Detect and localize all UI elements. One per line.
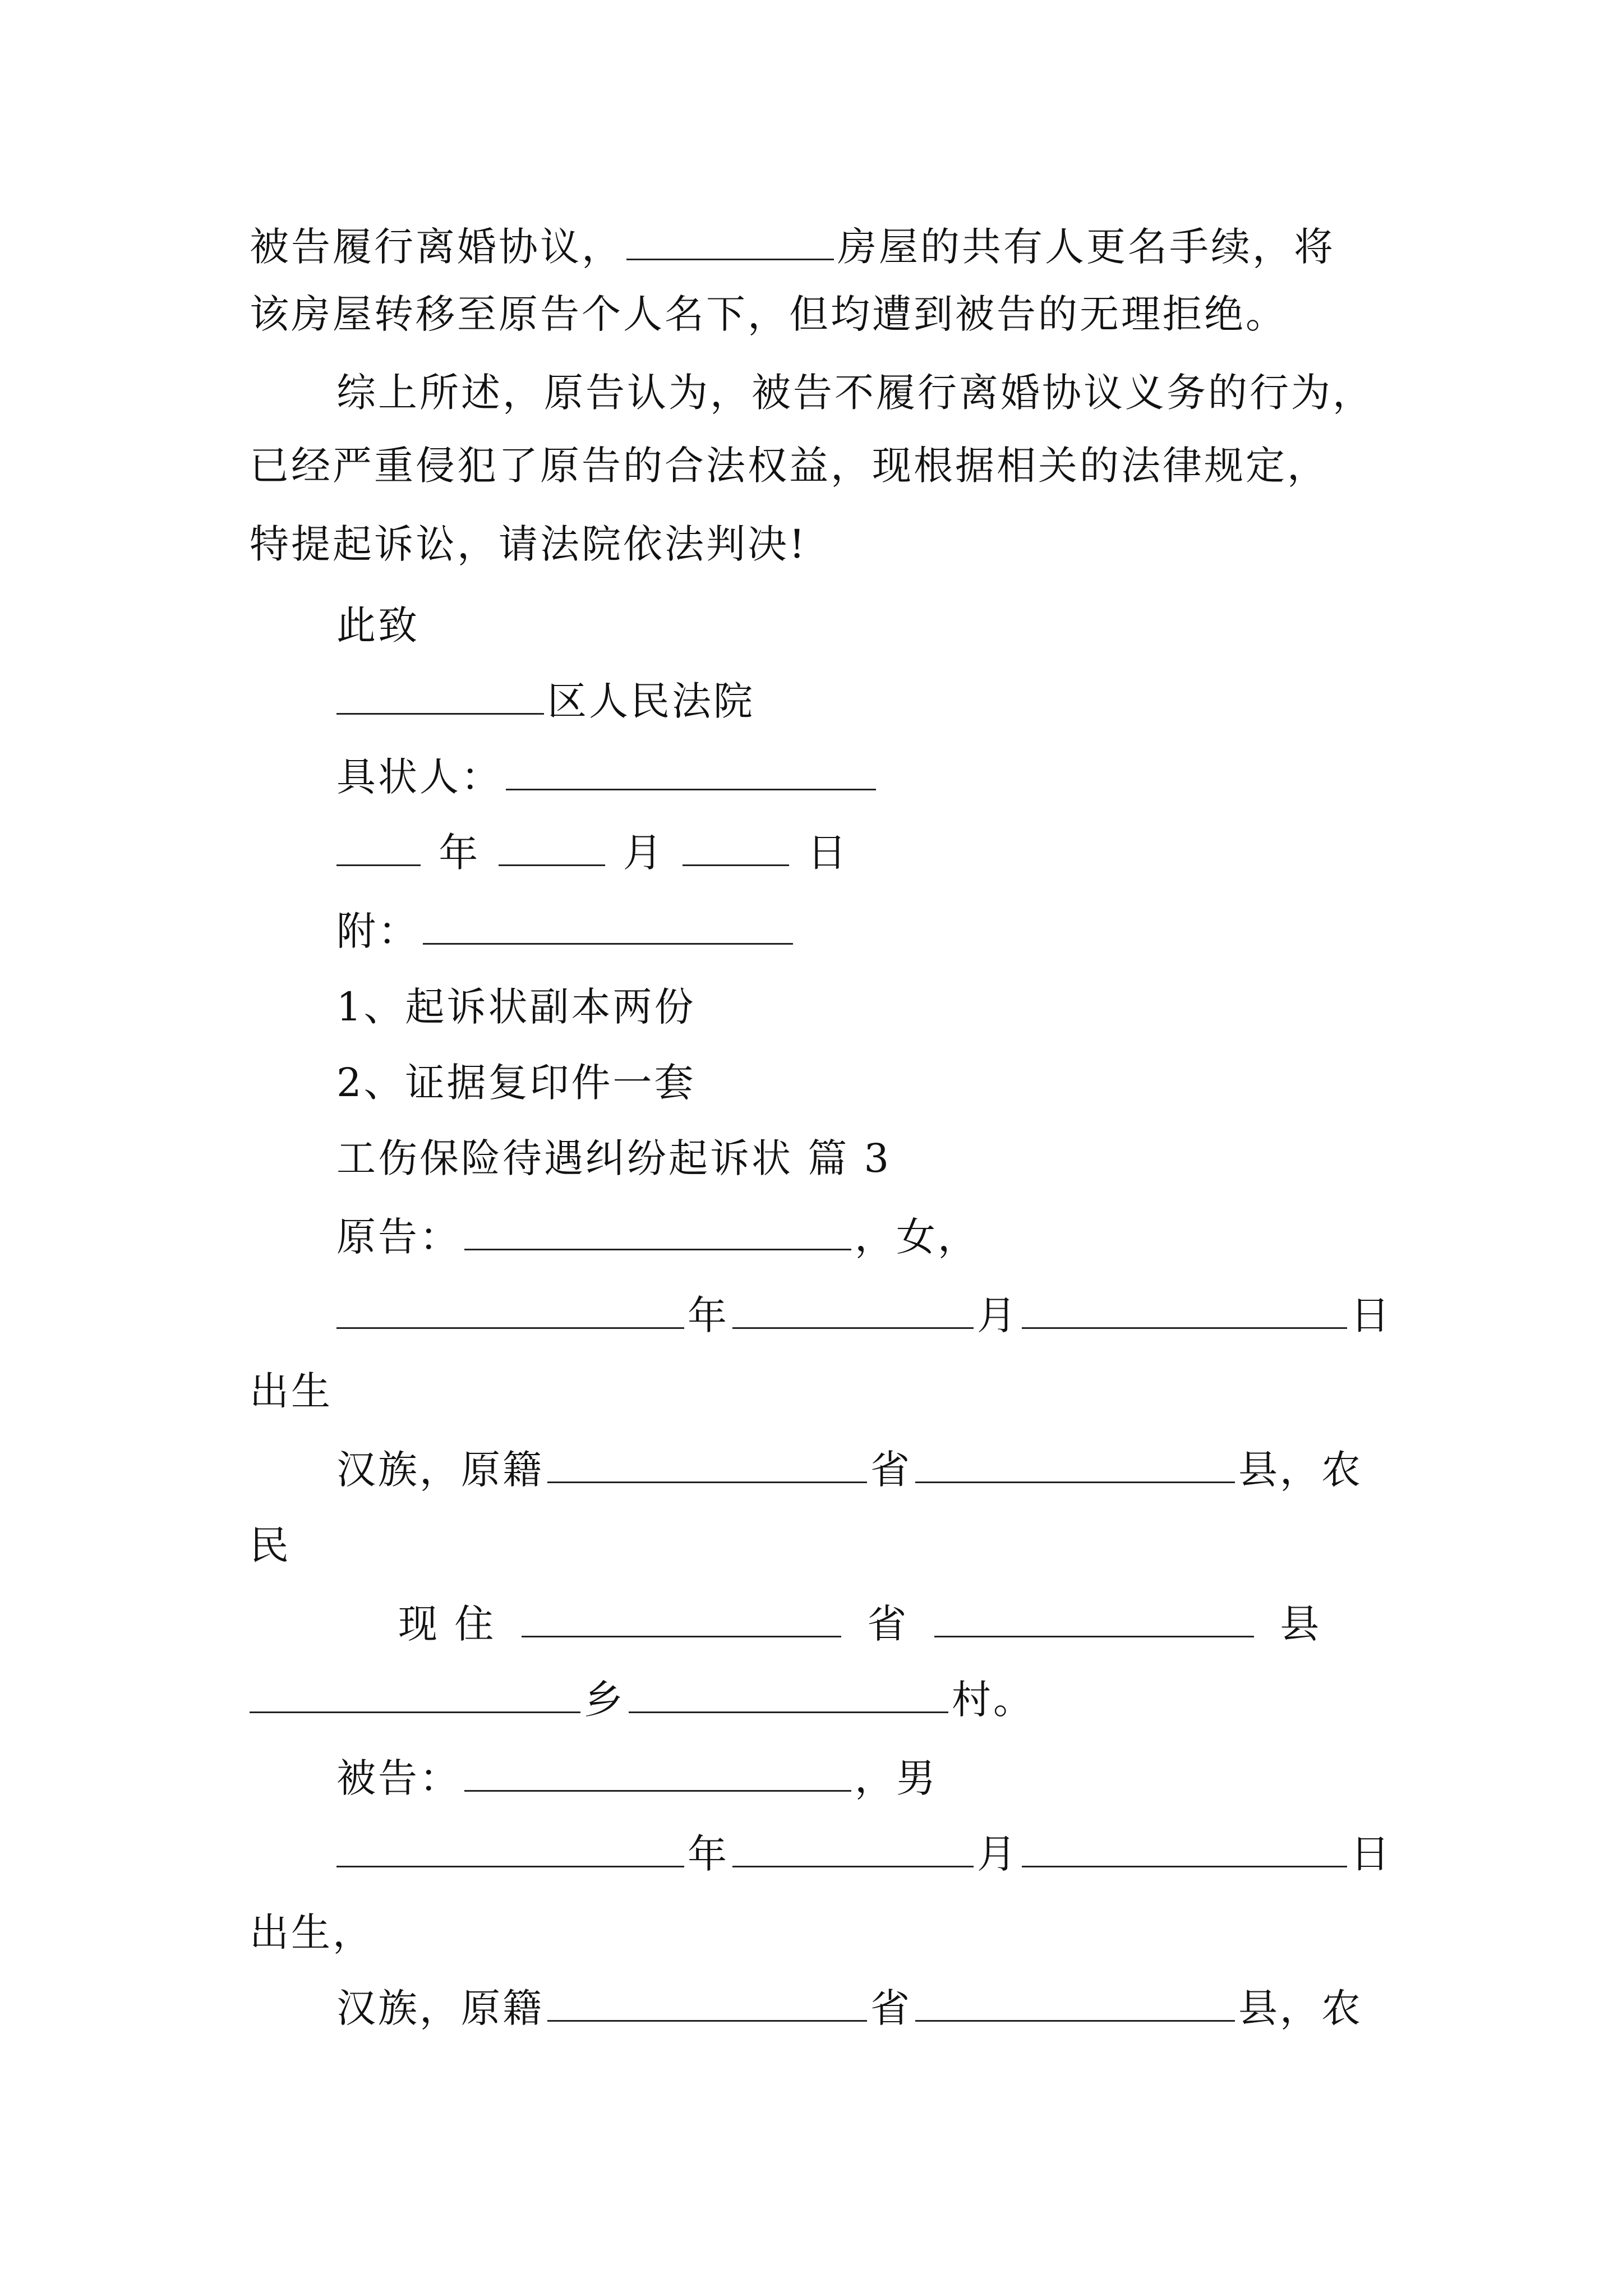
plaintiff-label: 原告： bbox=[336, 1214, 461, 1260]
birth-day-blank[interactable] bbox=[1022, 1288, 1347, 1329]
fill-blank[interactable] bbox=[626, 219, 834, 260]
birth-month-blank[interactable] bbox=[732, 1826, 974, 1867]
origin-county-blank[interactable] bbox=[915, 1981, 1235, 2022]
village-blank[interactable] bbox=[629, 1672, 948, 1713]
year-blank[interactable] bbox=[336, 825, 421, 866]
township-blank[interactable] bbox=[250, 1672, 580, 1713]
birth-month-blank[interactable] bbox=[732, 1288, 974, 1329]
section-title: 工伤保险待遇纠纷起诉状 篇 3 bbox=[336, 1135, 892, 1181]
defendant-name-blank[interactable] bbox=[464, 1751, 851, 1792]
defendant-gender: ，男 bbox=[855, 1755, 938, 1801]
text: 被告履行离婚协议， bbox=[250, 224, 623, 270]
birth-year-blank[interactable] bbox=[336, 1288, 684, 1329]
court-line bbox=[336, 668, 1469, 735]
attach-item: 1、起诉状副本两份 bbox=[336, 984, 696, 1030]
paragraph-line: 已经严重侵犯了原告的合法权益，现根据相关的法律规定， bbox=[250, 443, 1329, 489]
residence-line bbox=[398, 1590, 1531, 1658]
defendant-line bbox=[336, 1745, 1469, 1812]
month-label: 月 bbox=[623, 830, 665, 876]
month-label: 月 bbox=[977, 1831, 1018, 1877]
residence-province-blank[interactable] bbox=[522, 1596, 841, 1637]
birth-day-blank[interactable] bbox=[1022, 1826, 1347, 1867]
township-label: 乡 bbox=[584, 1677, 625, 1723]
residence-county-blank[interactable] bbox=[934, 1596, 1254, 1637]
attach-label: 附： bbox=[336, 908, 419, 954]
paragraph-line bbox=[250, 213, 1382, 280]
origin-province-blank[interactable] bbox=[547, 1442, 867, 1483]
salutation: 此致 bbox=[336, 602, 419, 648]
year-label: 年 bbox=[688, 1292, 729, 1338]
province-label: 省 bbox=[867, 1601, 909, 1647]
origin-line bbox=[336, 1436, 1469, 1503]
plaintiff-line bbox=[336, 1203, 1469, 1271]
county-label: 县，农 bbox=[1238, 1985, 1363, 2031]
born-text: 出生 bbox=[250, 1368, 333, 1414]
court-suffix: 区人民法院 bbox=[547, 678, 755, 724]
plaintiff-name-blank[interactable] bbox=[464, 1209, 851, 1250]
ethnic-label: 汉族，原籍 bbox=[336, 1985, 544, 2031]
residence-label: 现 住 bbox=[398, 1601, 496, 1647]
birth-year-blank[interactable] bbox=[336, 1826, 684, 1867]
residence-line-2 bbox=[250, 1666, 1382, 1733]
county-label: 县 bbox=[1280, 1601, 1322, 1647]
birth-line bbox=[336, 1282, 1469, 1349]
month-label: 月 bbox=[977, 1292, 1018, 1338]
attach-item: 2、证据复印件一套 bbox=[336, 1060, 696, 1106]
day-label: 日 bbox=[1350, 1292, 1392, 1338]
defendant-label: 被告： bbox=[336, 1755, 461, 1801]
born-text: 出生， bbox=[250, 1910, 374, 1955]
attach-blank[interactable] bbox=[423, 904, 793, 945]
paragraph-line: 特提起诉讼，请法院依法判决! bbox=[250, 521, 808, 567]
origin-province-blank[interactable] bbox=[547, 1981, 867, 2022]
farmer-text: 民 bbox=[250, 1522, 291, 1568]
court-name-blank[interactable] bbox=[336, 674, 544, 715]
month-blank[interactable] bbox=[499, 825, 605, 866]
day-label: 日 bbox=[807, 830, 849, 876]
origin-line bbox=[336, 1975, 1469, 2042]
paragraph-line: 综上所述，原告认为，被告不履行离婚协议义务的行为， bbox=[336, 370, 1374, 416]
paragraph-line: 该房屋转移至原告个人名下，但均遭到被告的无理拒绝。 bbox=[250, 291, 1287, 337]
signer-line bbox=[336, 743, 1469, 811]
ethnic-label: 汉族，原籍 bbox=[336, 1447, 544, 1493]
year-label: 年 bbox=[688, 1831, 729, 1877]
province-label: 省 bbox=[870, 1447, 912, 1493]
birth-line bbox=[336, 1820, 1469, 1888]
text: 房屋的共有人更名手续，将 bbox=[837, 224, 1335, 270]
village-label: 村。 bbox=[952, 1677, 1035, 1723]
day-label: 日 bbox=[1350, 1831, 1392, 1877]
plaintiff-gender: ，女， bbox=[855, 1214, 979, 1260]
attach-line bbox=[336, 898, 1469, 965]
day-blank[interactable] bbox=[683, 825, 789, 866]
signer-label: 具状人： bbox=[336, 754, 502, 800]
county-label: 县，农 bbox=[1238, 1447, 1363, 1493]
origin-county-blank[interactable] bbox=[915, 1442, 1235, 1483]
signer-blank[interactable] bbox=[506, 749, 876, 790]
date-line bbox=[336, 819, 1469, 886]
province-label: 省 bbox=[870, 1985, 912, 2031]
year-label: 年 bbox=[439, 830, 481, 876]
